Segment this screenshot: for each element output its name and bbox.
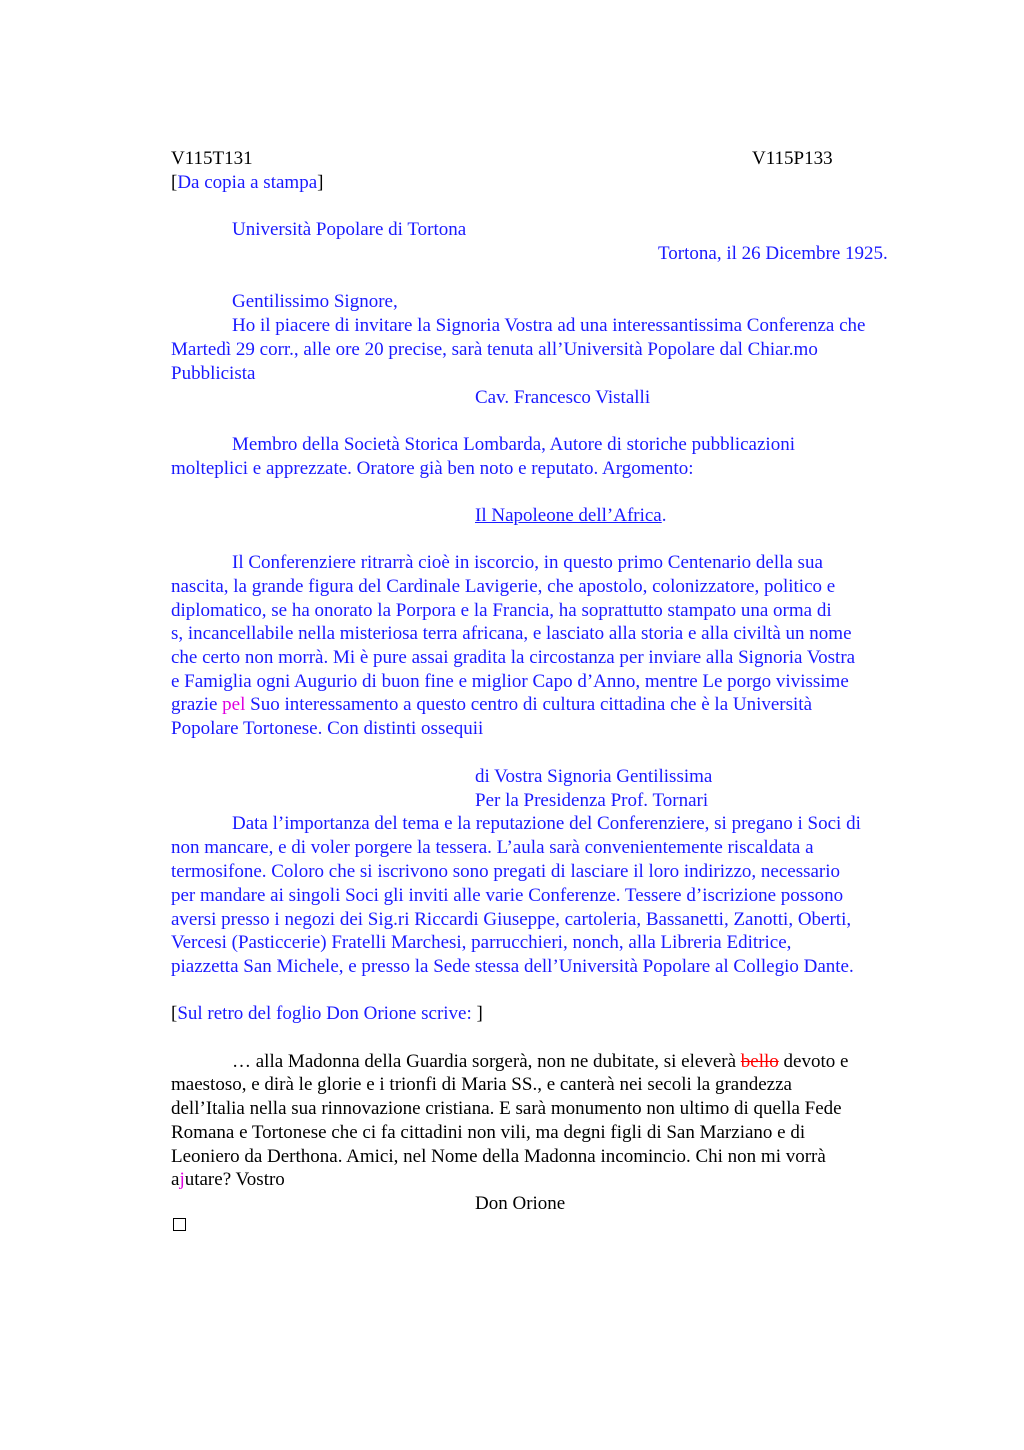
retro-line: Leoniero da Derthona. Amici, nel Nome della Madonna incomincio. Chi non mi vorrà xyxy=(171,1146,826,1167)
bracket-close: ] xyxy=(476,1003,483,1024)
speaker-name: Cav. Francesco Vistalli xyxy=(475,387,651,408)
paragraph-1-line: Pubblicista xyxy=(171,363,256,384)
paragraph-4-line: piazzetta San Michele, e presso la Sede stessa dell’Università Popolare al Collegio Dante. xyxy=(171,956,854,977)
paragraph-2-line: Membro della Società Storica Lombarda, Autore di storiche pubblicazioni xyxy=(232,434,795,455)
conference-topic-title: Il Napoleone dell’Africa xyxy=(475,505,662,526)
place-date: Tortona, il 26 Dicembre 1925. xyxy=(658,243,888,264)
paragraph-4-line: aversi presso i negozi dei Sig.ri Riccardi Giuseppe, cartoleria, Bassanetti, Zanotti, Oberti, xyxy=(171,909,852,930)
closing-line: di Vostra Signoria Gentilissima xyxy=(475,766,713,787)
paragraph-3-line xyxy=(171,693,812,717)
retro-note xyxy=(171,1002,483,1026)
paragraph-1-line: Martedì 29 corr., alle ore 20 precise, sarà tenuta all’Università Popolare dal Chiar.mo xyxy=(171,339,818,360)
retro-line xyxy=(171,1168,285,1192)
document-code-left: V115T131 xyxy=(171,148,253,169)
retro-line xyxy=(232,1050,848,1074)
conference-topic-period: . xyxy=(661,505,667,526)
retro-note-text: Sul retro del foglio Don Orione scrive: xyxy=(177,1003,477,1024)
paragraph-2-line: molteplici e apprezzate. Oratore già ben noto e reputato. Argomento: xyxy=(171,458,694,479)
paragraph-3-line: e Famiglia ogni Augurio di buon fine e miglior Capo d’Anno, mentre Le porgo vivissime xyxy=(171,671,849,692)
retro-text: devoto e xyxy=(778,1051,849,1072)
paragraph-3-text: Suo interessamento a questo centro di cultura cittadina che è la Università xyxy=(245,694,813,715)
paragraph-3-line: Il Conferenziere ritrarrà cioè in iscorcio, in questo primo Centenario della sua xyxy=(232,552,823,573)
source-note-text: Da copia a stampa xyxy=(177,172,318,193)
retro-text: a xyxy=(171,1169,180,1190)
paragraph-4-line: Data l’importanza del tema e la reputazione del Conferenziere, si pregano i Soci di xyxy=(232,813,861,834)
source-note xyxy=(171,171,323,195)
retro-line: dell’Italia nella sua rinnovazione cristiana. E sarà monumento non ultimo di quella Fede xyxy=(171,1098,842,1119)
retro-text: … alla Madonna della Guardia sorgerà, non ne dubitate, si eleverà xyxy=(232,1051,741,1072)
editorial-insert: j xyxy=(179,1169,185,1190)
closing-signature: Per la Presidenza Prof. Tornari xyxy=(475,790,709,811)
end-box-icon xyxy=(173,1218,186,1231)
signature: Don Orione xyxy=(475,1193,566,1214)
paragraph-4-line: non mancare, e di voler porgere la tessera. L’aula sarà convenientemente riscaldata a xyxy=(171,837,814,858)
bracket-open: [ xyxy=(171,1003,178,1024)
paragraph-3-text: grazie xyxy=(171,694,223,715)
retro-line: Romana e Tortonese che ci fa cittadini non vili, ma degni figli di San Marziano e di xyxy=(171,1122,806,1143)
paragraph-4-line: per mandare ai singoli Soci gli inviti alle varie Conferenze. Tessere d’iscrizione possono xyxy=(171,885,844,906)
paragraph-1-line: Ho il piacere di invitare la Signoria Vostra ad una interessantissima Conferenza che xyxy=(232,315,866,336)
paragraph-3-line: diplomatico, se ha onorato la Porpora e la Francia, ha soprattutto stampato una orma di xyxy=(171,600,832,621)
bracket-open: [ xyxy=(171,172,178,193)
deleted-word: bello xyxy=(740,1051,779,1072)
conference-topic xyxy=(475,504,667,528)
paragraph-3-line: s, incancellabile nella misteriosa terra africana, e lasciato alla storia e alla civiltà un nome xyxy=(171,623,852,644)
retro-line: maestoso, e dirà le glorie e i trionfi di Maria SS., e canterà nei secoli la grandezza xyxy=(171,1074,792,1095)
paragraph-3-line: che certo non morrà. Mi è pure assai gradita la circostanza per inviare alla Signoria Vostra xyxy=(171,647,856,668)
paragraph-4-line: termosifone. Coloro che si iscrivono sono pregati di lasciare il loro indirizzo, necessario xyxy=(171,861,841,882)
paragraph-3-line: nascita, la grande figura del Cardinale Lavigerie, che apostolo, colonizzatore, politico e xyxy=(171,576,836,597)
bracket-close: ] xyxy=(317,172,324,193)
editorial-insert: pel xyxy=(222,694,246,715)
paragraph-3-line: Popolare Tortonese. Con distinti ossequii xyxy=(171,718,484,739)
institution-name: Università Popolare di Tortona xyxy=(232,219,467,240)
salutation: Gentilissimo Signore, xyxy=(232,291,398,312)
document-code-right: V115P133 xyxy=(752,148,833,169)
retro-text: utare? Vostro xyxy=(184,1169,285,1190)
paragraph-4-line: Vercesi (Pasticcerie) Fratelli Marchesi, parrucchieri, nonch, alla Libreria Editrice, xyxy=(171,932,792,953)
